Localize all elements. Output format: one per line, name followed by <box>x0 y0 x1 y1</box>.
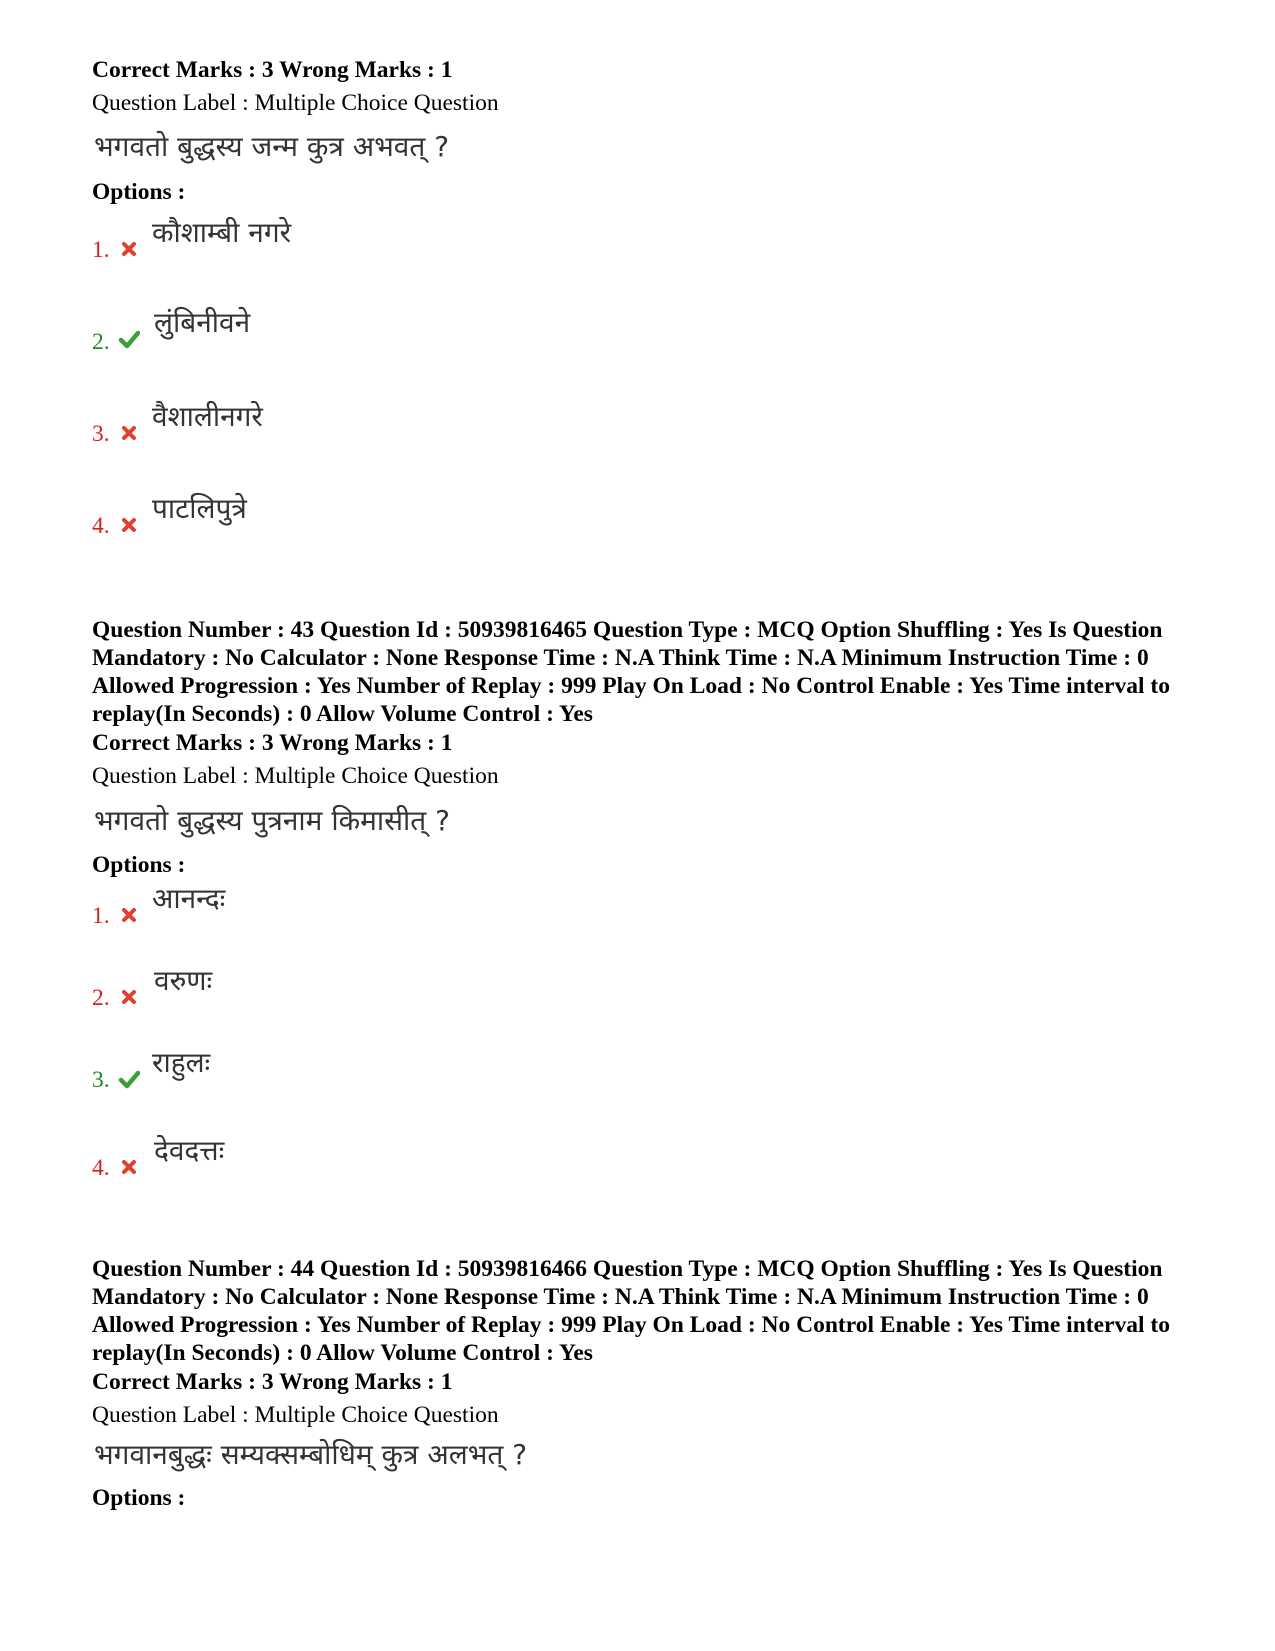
option-text: कौशाम्बी नगरे <box>152 216 292 249</box>
option-number: 3. <box>92 1067 110 1093</box>
cross-icon <box>118 514 140 536</box>
option-text: लुंबिनीवने <box>154 306 251 339</box>
option-item <box>92 1134 592 1181</box>
option-number: 2. <box>92 985 110 1011</box>
option-number: 1. <box>92 903 110 929</box>
cross-icon <box>118 238 140 260</box>
question-text: भगवतो बुद्धस्य पुत्रनाम किमासीत् ? <box>94 804 450 837</box>
option-text: आनन्दः <box>152 882 226 915</box>
cross-icon <box>118 904 140 926</box>
question-text: भगवतो बुद्धस्य जन्म कुत्र अभवत् ? <box>94 130 450 163</box>
option-item <box>92 492 592 539</box>
marks-line: Correct Marks : 3 Wrong Marks : 1 <box>92 1369 453 1395</box>
question-meta: Question Number : 44 Question Id : 50939816466 Question Type : MCQ Option Shuffling : Yes Is Question Mandatory : No Calculator : None Response Time : N.A Think Time : N.A Minimum Instruction Time : 0 Allowed Progression : Yes Number of Replay : 999 Play On Load : No Control Enable : Yes Time interval to replay(In Seconds) : 0 Allow Volume Control : Yes <box>92 1256 1170 1366</box>
question-text: भगवानबुद्धः सम्यक्सम्बोधिम् कुत्र अलभत् ? <box>94 1438 528 1471</box>
option-item <box>92 306 592 355</box>
option-number: 1. <box>92 237 110 263</box>
option-text: वैशालीनगरे <box>152 400 263 433</box>
option-item <box>92 882 592 929</box>
option-text: राहुलः <box>152 1046 211 1079</box>
options-heading: Options : <box>92 852 186 878</box>
question-label: Question Label : Multiple Choice Question <box>92 90 499 116</box>
marks-line: Correct Marks : 3 Wrong Marks : 1 <box>92 730 453 756</box>
check-icon <box>118 1068 140 1090</box>
option-text: देवदत्तः <box>154 1134 225 1167</box>
cross-icon <box>118 986 140 1008</box>
check-icon <box>118 328 140 350</box>
marks-line: Correct Marks : 3 Wrong Marks : 1 <box>92 57 453 83</box>
question-label: Question Label : Multiple Choice Question <box>92 763 499 789</box>
cross-icon <box>118 422 140 444</box>
option-number: 4. <box>92 1155 110 1181</box>
option-item <box>92 216 592 263</box>
option-number: 3. <box>92 421 110 447</box>
question-label: Question Label : Multiple Choice Question <box>92 1402 499 1428</box>
option-item <box>92 1046 592 1093</box>
option-text: वरुणः <box>154 964 213 997</box>
options-heading: Options : <box>92 1485 186 1511</box>
options-heading: Options : <box>92 179 186 205</box>
cross-icon <box>118 1156 140 1178</box>
option-item <box>92 964 592 1011</box>
option-text: पाटलिपुत्रे <box>152 492 247 525</box>
option-number: 4. <box>92 513 110 539</box>
option-item <box>92 400 592 447</box>
question-meta: Question Number : 43 Question Id : 50939816465 Question Type : MCQ Option Shuffling : Yes Is Question Mandatory : No Calculator : None Response Time : N.A Think Time : N.A Minimum Instruction Time : 0 Allowed Progression : Yes Number of Replay : 999 Play On Load : No Control Enable : Yes Time interval to replay(In Seconds) : 0 Allow Volume Control : Yes <box>92 617 1170 727</box>
option-number: 2. <box>92 329 110 355</box>
